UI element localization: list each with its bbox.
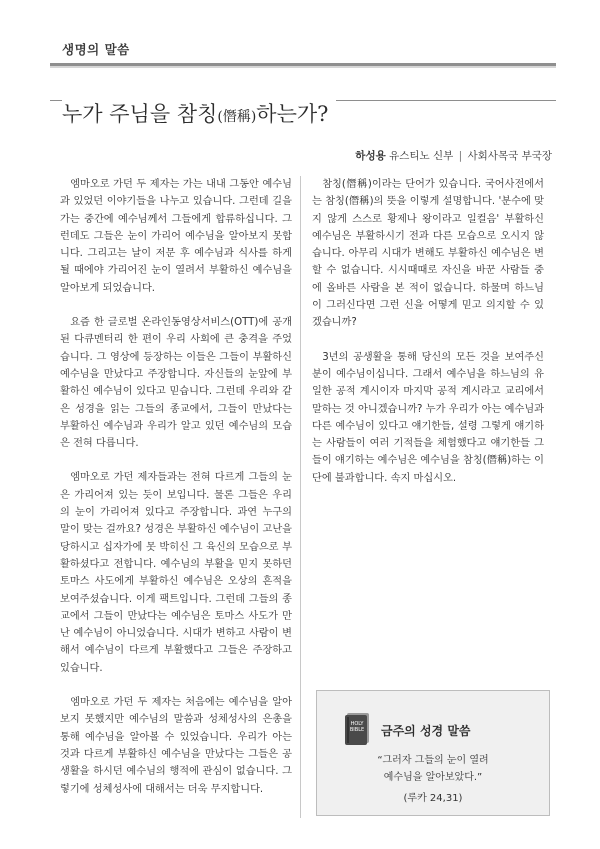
article-paragraph: 요즘 한 글로벌 온라인동영상서비스(OTT)에 공개된 다큐멘터리 한 편이 우리 사회에 큰 충격을 주었습니다. 그 영상에 등장하는 이들은 그들이 부활하신 예수님을 만났다고 주장합니다. 자신들의 눈앞에 부활하신 예수님이 있다고 믿습니다. 그런데 우리와 같은 성경을 읽는 그들의 종교에서, 그들이 만났다는 부활하신 예수님과 우리가 알고 있던 예수님의 모습은 전혀 다릅니다. (60, 317, 292, 450)
byline-separator: | (458, 150, 463, 162)
byline (355, 148, 552, 163)
article-paragraph: 엠마오로 가던 제자들과는 전혀 다르게 그들의 눈은 가리어져 있는 듯이 보입니다. 물론 그들은 우리의 눈이 가리어져 있다고 주장합니다. 과연 누구의 말이 맞는 걸까요? 성경은 부활하신 예수님이 고난을 당하시고 십자가에 못 박히신 그 육신의 모습으로 부활하셨다고 전합니다. 예수님의 부활을 믿지 못하던 토마스 사도에게 부활하신 예수님은 오상의 흔적을 보여주셨습니다. 이게 팩트입니다. 그런데 그들의 종교에서 그들이 만났다는 예수님은 토마스 사도가 만난 예수님이 아니었습니다. 시대가 변하고 사람이 변해서 예수님이 다르게 부활했다고 그들은 주장하고 있습니다. (60, 472, 292, 674)
verse-text (317, 753, 549, 808)
weekly-verse-box (316, 690, 550, 816)
verse-line: “그러자 그들의 눈이 열려 (377, 755, 489, 766)
article-column-left (60, 176, 292, 815)
bible-icon (341, 711, 373, 747)
verse-reference: (루카 24,31) (403, 793, 463, 804)
verse-box-title: 금주의 성경 말씀 (381, 724, 471, 738)
verse-line: 예수님을 알아보았다.” (383, 771, 483, 783)
svg-text:HOLY: HOLY (350, 721, 364, 727)
article-title (62, 98, 336, 128)
title-main: 누가 주님을 참칭 (62, 102, 218, 126)
article-paragraph: 엠마오로 가던 두 제자는 가는 내내 그동안 예수님과 있었던 이야기들을 나누고 있습니다. 그런데 길을 가는 중간에 예수님께서 그들에게 합류하십니다. 그런데도 그들은 눈이 가리어 예수님을 알아보지 못합니다. 그리고는 날이 저문 후 예수님과 식사를 하게 될 때에야 가리어진 눈이 열려서 부활하신 예수님을 알아보게 되었습니다. (60, 179, 292, 294)
section-label: 생명의 말씀 (62, 42, 130, 57)
author-baptismal: 유스티노 신부 (389, 150, 454, 162)
article-column-right (312, 176, 544, 504)
author-name: 하성용 (355, 150, 386, 162)
article-paragraph: 참칭(僭稱)이라는 단어가 있습니다. 국어사전에서는 참칭(僭稱)의 뜻을 이렇게 설명합니다. '분수에 맞지 않게 스스로 황제나 왕이라고 일컬음' 부활하신 예수님은 부활하시기 전과 다른 모습으로 오시지 않습니다. 아무리 시대가 변해도 부활하신 예수님은 변할 수 없습니다. 시시때때로 자신을 바꾼 사람들 중에 올바른 사람을 본 적이 없습니다. 하물며 하느님이 그러신다면 그런 신을 어떻게 믿고 의지할 수 있겠습니까? (312, 179, 544, 329)
article-paragraph: 3년의 공생활을 통해 당신의 모든 것을 보여주신 분이 예수님이십니다. 그래서 예수님을 하느님의 유일한 공적 계시이자 마지막 공적 계시라고 교리에서 말하는 것 아니겠습니까? 누가 우리가 아는 예수님과 다른 예수님이 있다고 얘기한들, 설령 그렇게 얘기하는 사람들이 여러 기적들을 체험했다고 얘기한들 그들이 얘기하는 예수님은 예수님을 참칭(僭稱)하는 이단에 불과합니다. 속지 마십시오. (312, 351, 544, 484)
column-divider (300, 176, 301, 818)
svg-text:BIBLE: BIBLE (349, 727, 365, 733)
author-role: 사회사목국 부국장 (467, 150, 552, 162)
article-paragraph: 엠마오로 가던 두 제자는 처음에는 예수님을 알아보지 못했지만 예수님의 말씀과 성체성사의 은총을 통해 예수님을 알아볼 수 있었습니다. 우리가 아는 것과 다르게 부활하신 예수님을 만났다는 그들은 공생활을 하시던 예수님의 행적에 관심이 없습니다. 그렇기에 성체성사에 대해서는 더욱 무지합니다. (60, 697, 292, 795)
title-end: 하는가? (256, 102, 329, 126)
title-hanja: (僭稱) (217, 109, 257, 125)
header-bar-shadow (50, 66, 556, 68)
